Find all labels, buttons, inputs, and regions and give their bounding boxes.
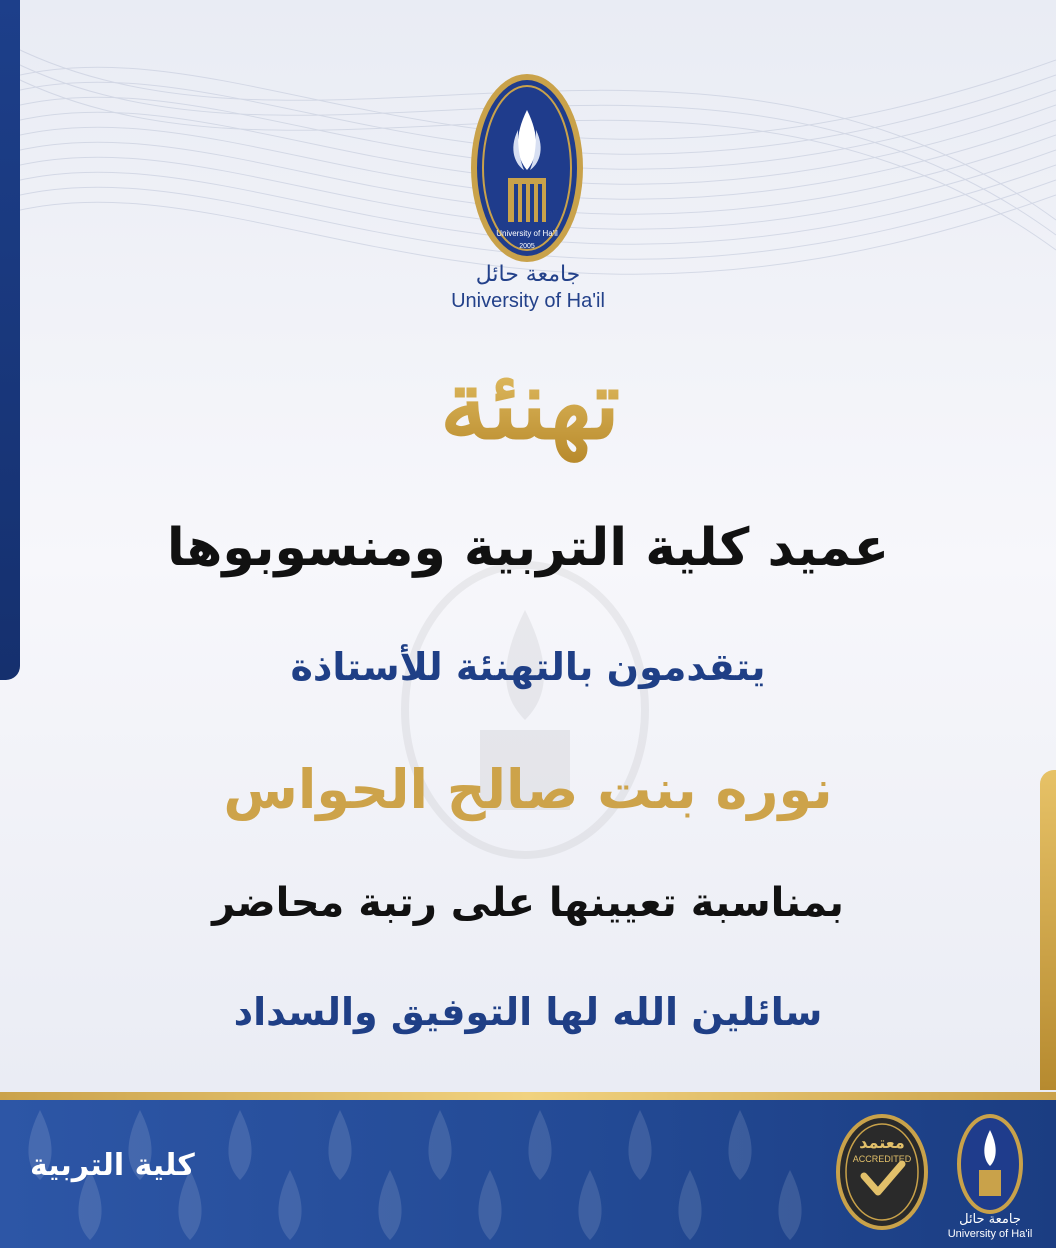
accredited-seal [836, 1112, 928, 1232]
tahnia-heading [380, 338, 680, 470]
small-logo-arabic: جامعة حائل [959, 1212, 1021, 1227]
small-logo-english: University of Ha'il [947, 1228, 1033, 1240]
right-gold-accent [1040, 770, 1056, 1090]
logo-badge-text: University of Ha'il [496, 229, 558, 238]
recipient-name: نوره بنت صالح الحواس [223, 758, 833, 821]
college-name: كلية التربية [30, 1148, 195, 1183]
university-logo-small [955, 1112, 1025, 1216]
wish-line: سائلين الله لها التوفيق والسداد [233, 990, 823, 1034]
accredited-english: ACCREDITED [852, 1154, 912, 1164]
university-logo [468, 70, 586, 266]
university-name-arabic: جامعة حائل [475, 262, 581, 287]
congratulate-line: يتقدمون بالتهنئة للأستاذة [290, 645, 766, 689]
logo-badge-year: 2005 [519, 243, 535, 250]
tahnia-text: تهنئة [439, 348, 621, 461]
left-blue-accent [0, 0, 20, 680]
occasion-line: بمناسبة تعيينها على رتبة محاضر [212, 880, 844, 926]
footer-gold-divider [0, 1092, 1056, 1100]
dean-line: عميد كلية التربية ومنسوبوها [166, 518, 890, 578]
university-name-english: University of Ha'il [451, 290, 605, 312]
accredited-arabic: معتمد [859, 1133, 905, 1152]
